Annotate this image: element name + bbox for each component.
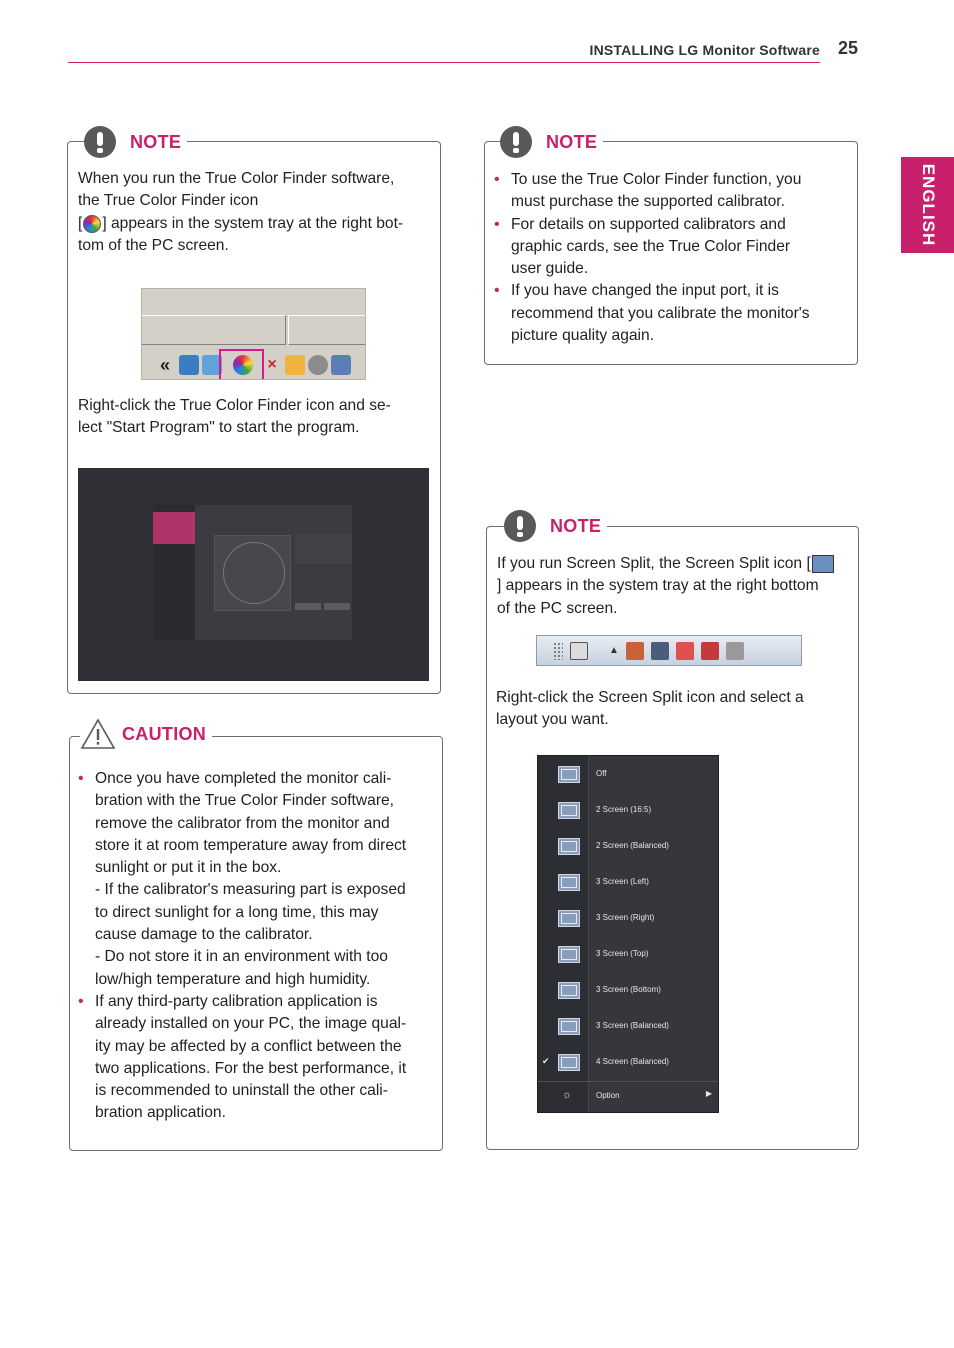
text-line: tom of the PC screen. (78, 236, 229, 254)
menu-item-2-screen-balanced[interactable] (538, 829, 718, 865)
layout-off-icon (558, 766, 580, 783)
note-label: NOTE (546, 131, 598, 152)
gear-icon: ☼ (562, 1089, 573, 1101)
menu-item-2-screen-16-5[interactable] (538, 793, 718, 829)
text-line: picture quality again. (511, 327, 655, 345)
text-line: the True Color Finder icon (78, 192, 259, 210)
menu-item-3-screen-balanced[interactable] (538, 1009, 718, 1045)
text-line: • To use the True Color Finder function, you (511, 171, 802, 188)
flag-error-icon[interactable] (676, 642, 694, 660)
note2-list (494, 169, 844, 347)
text-line: user guide. (511, 260, 589, 278)
text-line: • If you have changed the input port, it is (511, 282, 779, 300)
layout-4-screen-balanced-icon (558, 1054, 580, 1071)
note-heading (84, 126, 187, 158)
note-heading (504, 510, 607, 542)
list-item (78, 768, 438, 991)
language-tab-label: ENGLISH (918, 163, 938, 247)
text-line: • Once you have completed the monitor cali- (95, 770, 392, 787)
layout-3-screen-top-icon (558, 946, 580, 963)
layout-3-screen-bottom-icon (558, 982, 580, 999)
network-icon[interactable] (179, 355, 199, 375)
menu-item-label: 3 Screen (Right) (596, 913, 655, 922)
text-line: remove the calibrator from the monitor and (95, 814, 390, 832)
layout-3-screen-balanced-icon (558, 1018, 580, 1035)
text-line: layout you want. (496, 711, 609, 729)
speaker-icon[interactable] (626, 642, 644, 660)
layout-3-screen-right-icon (558, 910, 580, 927)
app-info-panel (295, 534, 352, 564)
menu-item-3-screen-right[interactable] (538, 901, 718, 937)
user-icon[interactable] (331, 355, 351, 375)
text-fragment: [ (78, 214, 83, 232)
text-line: Right-click the True Color Finder icon and se- (78, 397, 391, 414)
text-line: lect "Start Program" to start the program. (78, 419, 360, 437)
menu-item-4-screen-balanced[interactable] (538, 1045, 718, 1081)
caution-list (78, 768, 438, 1125)
menu-item-option[interactable] (538, 1082, 718, 1112)
text-line: bration application. (95, 1104, 226, 1122)
menu-item-label: 3 Screen (Left) (596, 877, 649, 886)
true-color-finder-icon (83, 215, 101, 233)
text-line: already installed on your PC, the image qual- (95, 1015, 407, 1033)
text-line: sunlight or put it in the box. (95, 859, 282, 877)
muted-speaker-icon[interactable]: × (262, 355, 282, 375)
text-line: store it at room temperature away from direct (95, 836, 407, 854)
text-line: recommend that you calibrate the monitor's (511, 304, 810, 322)
text-line: Right-click the Screen Split icon and select a (496, 689, 804, 706)
menu-item-label: 4 Screen (Balanced) (596, 1057, 669, 1066)
text-fragment: ] appears in the system tray at the right bot- (102, 214, 404, 232)
layout-2-screen-icon (558, 802, 580, 819)
list-item (78, 991, 438, 1125)
list-item (494, 280, 844, 347)
text-line (497, 553, 853, 575)
text-line: bration with the True Color Finder software, (95, 792, 395, 810)
text-line: cause damage to the calibrator. (95, 926, 313, 944)
menu-item-label: 3 Screen (Top) (596, 949, 649, 958)
app-sidebar-selected (153, 512, 195, 544)
text-line: • For details on supported calibrators and (511, 215, 786, 233)
app-button[interactable] (295, 603, 321, 610)
menu-item-label: 2 Screen (16:5) (596, 805, 652, 814)
note-heading (500, 126, 603, 158)
text-line: - If the calibrator's measuring part is exposed (95, 881, 406, 899)
text-line: must purchase the supported calibrator. (511, 193, 785, 211)
text-line: ] appears in the system tray at the right bottom (497, 577, 819, 595)
monitor-icon[interactable] (651, 642, 669, 660)
taskbar-pane (288, 315, 366, 345)
list-item (494, 214, 844, 281)
caution-label: CAUTION (122, 723, 207, 744)
system-tray-screenshot-2 (536, 635, 802, 666)
note3-instruction (496, 687, 852, 732)
text-line: to direct sunlight for a long time, this may (95, 903, 379, 921)
true-color-finder-app-screenshot (78, 468, 429, 681)
chevron-left-icon[interactable]: « (160, 354, 171, 375)
menu-item-label: 2 Screen (Balanced) (596, 841, 669, 850)
app-measure-panel (214, 535, 291, 611)
calibration-circle (223, 542, 285, 604)
menu-item-3-screen-bottom[interactable] (538, 973, 718, 1009)
note1-paragraph (78, 168, 433, 257)
menu-item-off[interactable] (538, 757, 718, 793)
header-rule (68, 62, 820, 63)
warning-triangle-icon (80, 718, 116, 750)
text-line: - Do not store it in an environment with too (95, 948, 388, 966)
language-tab (901, 157, 954, 253)
text-line: When you run the True Color Finder software, (78, 170, 395, 187)
app-button[interactable] (324, 603, 350, 610)
caution-heading (80, 718, 212, 750)
text-line: • If any third-party calibration application is (95, 992, 378, 1010)
layout-2-screen-balanced-icon (558, 838, 580, 855)
text-line: ity may be affected by a conflict between the (95, 1037, 402, 1055)
text-line: two applications. For the best performance, it (95, 1059, 407, 1077)
exclamation-icon (504, 510, 536, 542)
grip-icon (553, 642, 563, 660)
note1-instruction (78, 395, 433, 440)
header-section-title: INSTALLING LG Monitor Software (589, 42, 820, 58)
app-sidebar (153, 505, 195, 640)
text-line: low/high temperature and high humidity. (95, 970, 371, 988)
menu-item-label: 3 Screen (Bottom) (596, 985, 661, 994)
text-line: of the PC screen. (497, 599, 618, 617)
menu-item-label: 3 Screen (Balanced) (596, 1021, 669, 1030)
muted-speaker-icon[interactable] (726, 642, 744, 660)
menu-item-label: Option (596, 1091, 620, 1100)
list-item (494, 169, 844, 214)
window-error-icon[interactable] (701, 642, 719, 660)
note-label: NOTE (550, 515, 602, 536)
layout-3-screen-left-icon (558, 874, 580, 891)
note-label: NOTE (130, 131, 182, 152)
screen-split-tray-icon[interactable] (570, 642, 588, 660)
chevron-up-icon[interactable]: ▲ (609, 645, 619, 656)
highlight-frame (219, 349, 264, 380)
text-line: graphic cards, see the True Color Finder (511, 237, 791, 255)
note3-paragraph (497, 553, 853, 620)
screen-split-icon (812, 555, 834, 573)
menu-item-3-screen-left[interactable] (538, 865, 718, 901)
system-tray-screenshot (141, 288, 366, 380)
exclamation-icon (500, 126, 532, 158)
text-fragment: If you run Screen Split, the Screen Split icon [ (497, 555, 811, 572)
speaker-icon[interactable] (308, 355, 328, 375)
menu-item-label: Off (596, 769, 607, 778)
checkmark-icon: ✔ (542, 1056, 550, 1066)
page-number: 25 (838, 38, 859, 58)
tray-app-icon[interactable] (285, 355, 305, 375)
text-line (78, 213, 433, 235)
exclamation-icon (84, 126, 116, 158)
app-window (153, 505, 352, 640)
screen-split-layout-menu (537, 755, 719, 1113)
taskbar-pane (142, 315, 286, 345)
chevron-right-icon: ▶ (705, 1089, 712, 1098)
menu-item-3-screen-top[interactable] (538, 937, 718, 973)
text-line: is recommended to uninstall the other cali- (95, 1082, 388, 1100)
